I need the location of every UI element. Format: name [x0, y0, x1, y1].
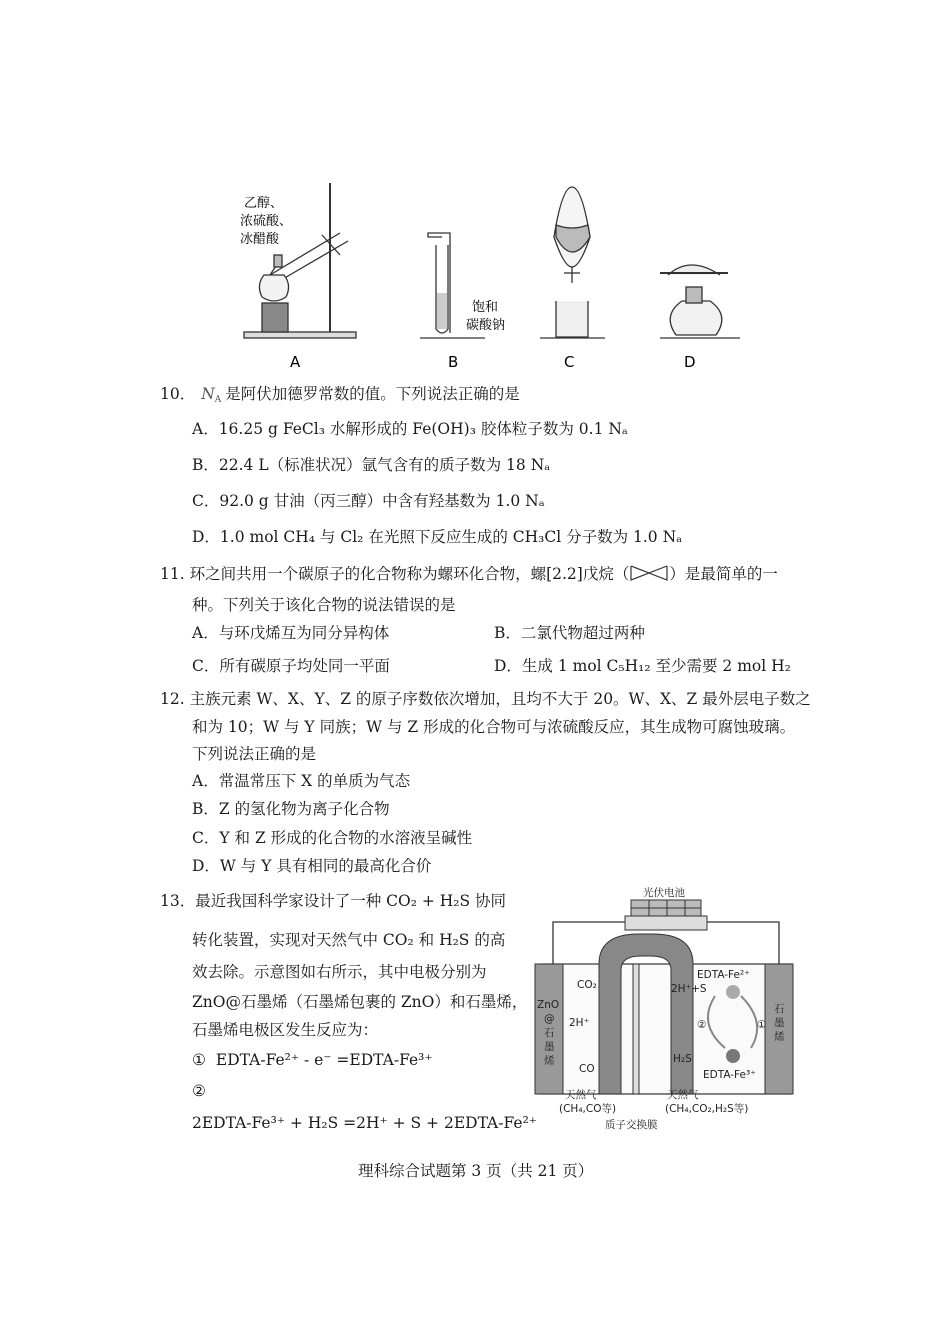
q10-option-a: A．16.25 g FeCl₃ 水解形成的 Fe(OH)₃ 胶体粒子数为 0.1 Nₐ	[192, 420, 628, 438]
spiropentane-structure	[629, 564, 669, 582]
q13-line1: 13．最近我国科学家设计了一种 CO₂ + H₂S 协同	[160, 892, 507, 910]
annot-a-1: 乙醇、	[244, 196, 284, 211]
annot-b-1: 饱和	[472, 300, 499, 315]
membrane	[633, 964, 639, 1094]
right-electrode-label-1: 石	[774, 1003, 785, 1015]
membrane-label: 质子交换膜	[605, 1119, 658, 1131]
q11-stem-line1	[160, 563, 778, 585]
q10-number: 10．	[160, 385, 196, 403]
right-electrode-label-2: 墨	[774, 1017, 785, 1029]
left-electrode-label-3: 石	[544, 1027, 555, 1039]
gas-in-label-2: (CH₄,CO₂,H₂S等)	[665, 1103, 749, 1115]
q11-option-a: A．与环戊烯互为同分异构体	[192, 624, 390, 642]
hs-label: 2H⁺+S	[671, 983, 707, 995]
q10-na-subscript: A	[214, 395, 222, 405]
left-electrode-label-4: 墨	[544, 1041, 555, 1053]
q12-option-a: A．常温常压下 X 的单质为气态	[192, 772, 411, 790]
h2s-label: H₂S	[673, 1053, 692, 1065]
q12-option-d: D．W 与 Y 具有相同的最高化合价	[192, 857, 432, 875]
fe2-top-label: EDTA-Fe²⁺	[697, 969, 750, 981]
label-d: D	[684, 353, 696, 371]
left-electrode-label-1: ZnO	[537, 999, 560, 1011]
cycle-ball-top	[726, 985, 740, 999]
co-label: CO	[579, 1063, 595, 1075]
cycle-ball-bottom	[726, 1049, 740, 1063]
page-footer: 理科综合试题第 3 页（共 21 页）	[358, 1162, 594, 1180]
gas-out-label-1: 天然气	[565, 1089, 597, 1101]
label-a: A	[290, 353, 301, 371]
apparatus-c	[540, 187, 605, 338]
q12-stem-line2: 和为 10；W 与 Y 同族；W 与 Z 形成的化合物可与浓硫酸反应，其生成物可腐蚀玻璃。	[192, 718, 796, 736]
q12-stem-line3: 下列说法正确的是	[192, 745, 317, 763]
q10-option-d: D．1.0 mol CH₄ 与 Cl₂ 在光照下反应生成的 CH₃Cl 分子数为 1.0 Nₐ	[192, 528, 683, 546]
pv-label: 光伏电池	[643, 887, 685, 899]
gas-in-label-1: 天然气	[667, 1089, 699, 1101]
annot-a-3: 冰醋酸	[240, 232, 280, 247]
q10-stem-text: 是阿伏加德罗常数的值。下列说法正确的是	[225, 385, 520, 403]
q12-option-b: B．Z 的氢化物为离子化合物	[192, 800, 390, 818]
gas-out-label-2: (CH₄,CO等)	[559, 1103, 617, 1115]
q12-option-c: C．Y 和 Z 形成的化合物的水溶液呈碱性	[192, 829, 473, 847]
q13-reaction-2-label: ②	[192, 1082, 206, 1100]
q10-na-symbol: N	[201, 385, 215, 403]
q13-reaction-1-label: ①	[192, 1051, 206, 1069]
co2-label: CO₂	[577, 979, 597, 991]
q13-line2: 转化装置，实现对天然气中 CO₂ 和 H₂S 的高	[192, 931, 506, 949]
apparatus-d	[660, 265, 740, 338]
fe3-bottom-label: EDTA-Fe³⁺	[703, 1069, 756, 1081]
left-electrode-label-5: 烯	[544, 1055, 555, 1067]
q13-line4: ZnO@石墨烯（石墨烯包裹的 ZnO）和石墨烯，	[192, 993, 528, 1011]
q11-stem-part1: 11. 环之间共用一个碳原子的化合物称为螺环化合物，螺[2.2]戊烷（	[160, 565, 630, 583]
q11-option-d: D．生成 1 mol C₅H₁₂ 至少需要 2 mol H₂	[494, 657, 791, 675]
q13-reaction-2: 2EDTA-Fe³⁺ + H₂S =2H⁺ + S + 2EDTA-Fe²⁺	[192, 1114, 537, 1132]
q12-stem-line1: 12. 主族元素 W、X、Y、Z 的原子序数依次增加，且均不大于 20。W、X、Z 最外层电子数之	[160, 690, 811, 708]
apparatus-figure	[230, 175, 740, 375]
q11-stem-part2: ）是最简单的一	[669, 565, 778, 583]
right-electrode-label-3: 烯	[774, 1031, 785, 1043]
q13-line3: 效去除。示意图如右所示，其中电极分别为	[192, 963, 487, 981]
q13-reaction-1-equation: EDTA-Fe²⁺ - e⁻ =EDTA-Fe³⁺	[215, 1051, 433, 1069]
q10-option-b: B．22.4 L（标准状况）氩气含有的质子数为 18 Nₐ	[192, 456, 551, 474]
q11-stem-line2: 种。下列关于该化合物的说法错误的是	[192, 596, 456, 614]
label-c: C	[564, 353, 575, 371]
h-plus-label: 2H⁺	[569, 1017, 590, 1029]
q11-option-b: B．二氯代物超过两种	[494, 624, 645, 642]
q10-stem	[160, 383, 520, 411]
q13-reaction-1	[192, 1049, 433, 1071]
annot-a-2: 浓硫酸、	[240, 214, 293, 229]
cycle-label-2: ②	[697, 1019, 707, 1031]
q10-option-c: C．92.0 g 甘油（丙三醇）中含有羟基数为 1.0 Nₐ	[192, 492, 545, 510]
annot-b-2: 碳酸钠	[466, 318, 506, 333]
q13-device-figure	[525, 884, 800, 1134]
q13-line5: 石墨烯电极区发生反应为：	[192, 1021, 379, 1039]
cycle-label-1: ①	[757, 1019, 767, 1031]
label-b: B	[448, 353, 459, 371]
right-electrode	[765, 964, 793, 1094]
pv-panel	[625, 900, 707, 930]
left-electrode-label-2: @	[544, 1013, 555, 1025]
q11-option-c: C．所有碳原子均处同一平面	[192, 657, 390, 675]
